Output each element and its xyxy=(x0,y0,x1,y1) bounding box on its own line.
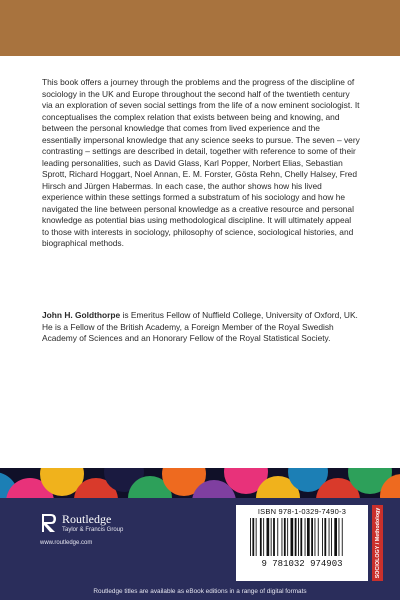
ebook-notice: Routledge titles are available as eBook editions in a range of digital formats xyxy=(93,588,307,595)
subject-tab xyxy=(372,505,383,581)
barcode-bar xyxy=(342,518,343,556)
barcode-bar xyxy=(305,518,306,556)
barcode-bar xyxy=(260,518,262,556)
barcode-bar xyxy=(318,518,319,556)
barcode-bar xyxy=(284,518,286,556)
publisher-name: Routledge xyxy=(62,512,112,526)
barcode-bar xyxy=(295,518,297,556)
barcode-bar xyxy=(250,518,251,556)
barcode-bar xyxy=(273,518,275,556)
barcode-bar xyxy=(271,518,272,556)
publisher-url[interactable]: www.routledge.com xyxy=(40,540,93,546)
barcode-bar xyxy=(291,518,294,556)
barcode-bar xyxy=(256,518,257,556)
cover-top-band xyxy=(0,0,400,56)
barcode-bar xyxy=(267,518,270,556)
barcode-digits: 9 781032 974903 xyxy=(261,559,343,568)
barcode-bar xyxy=(298,518,299,556)
barcode-bar xyxy=(331,518,332,556)
book-description: This book offers a journey through the problems and the progress of the discipline of sociology in the UK and Europe throughout the second half of the twentieth century via an exploration of seven social settings from the life of a now eminent sociologist. It conceptualises the complex relation that exists between being and knowing, and between the personal knowledge that comes from lived experience and the essentially impersonal knowledge that any science seeks to pursue. The seven – very contrasting – settings are described in detail, together with reference to some of their leading personalities, such as David Glass, Karl Popper, Norbert Elias, Sebastian Sprott, Richard Hoggart, Noel Annan, E. M. Forster, Gösta Rehn, Chelly Halsey, Fred Hirsch and Jürgen Habermas. In each case, the author shows how his lived experience within these settings formed a substratum of his sociology and how he navigated the line between personal knowledge as a creative resource and personal knowledge as potential bias using methodological discipline. It will ultimately appeal to those with interests in sociology, philosophy of science, sociological histories, and biographical methods. xyxy=(42,77,360,248)
barcode-bar xyxy=(300,518,302,556)
barcode-bar xyxy=(339,518,340,556)
barcode-bar xyxy=(311,518,313,556)
barcode-bar xyxy=(252,518,254,556)
isbn-barcode-box xyxy=(236,505,368,581)
publisher-group: Taylor & Francis Group xyxy=(62,527,124,533)
author-bio xyxy=(42,310,360,345)
routledge-logo-icon xyxy=(40,512,58,534)
subject-label: SOCIOLOGY / Methodology xyxy=(374,507,381,579)
author-name: John H. Goldthorpe xyxy=(42,310,121,320)
author-bio-text: is Emeritus Fellow of Nuffield College, University of Oxford, UK. He is a Fellow of the British Academy, a Foreign Member of the Royal Swedish Academy of Sciences and an Honorary Fellow of the Royal Statistical Society. xyxy=(42,310,358,343)
barcode-bar xyxy=(282,518,283,556)
barcode-bar xyxy=(315,518,316,556)
barcode-bar xyxy=(307,518,310,556)
barcode-bar xyxy=(277,518,278,556)
barcode xyxy=(244,518,360,568)
barcode-bar xyxy=(324,518,326,556)
barcode-bar xyxy=(263,518,264,556)
decorative-dot-strip xyxy=(0,468,400,498)
barcode-bar xyxy=(322,518,323,556)
barcode-bar xyxy=(287,518,288,556)
isbn-label: ISBN 978-1-0329-7490-3 xyxy=(257,507,347,516)
barcode-bar xyxy=(329,518,330,556)
barcode-bar xyxy=(334,518,337,556)
